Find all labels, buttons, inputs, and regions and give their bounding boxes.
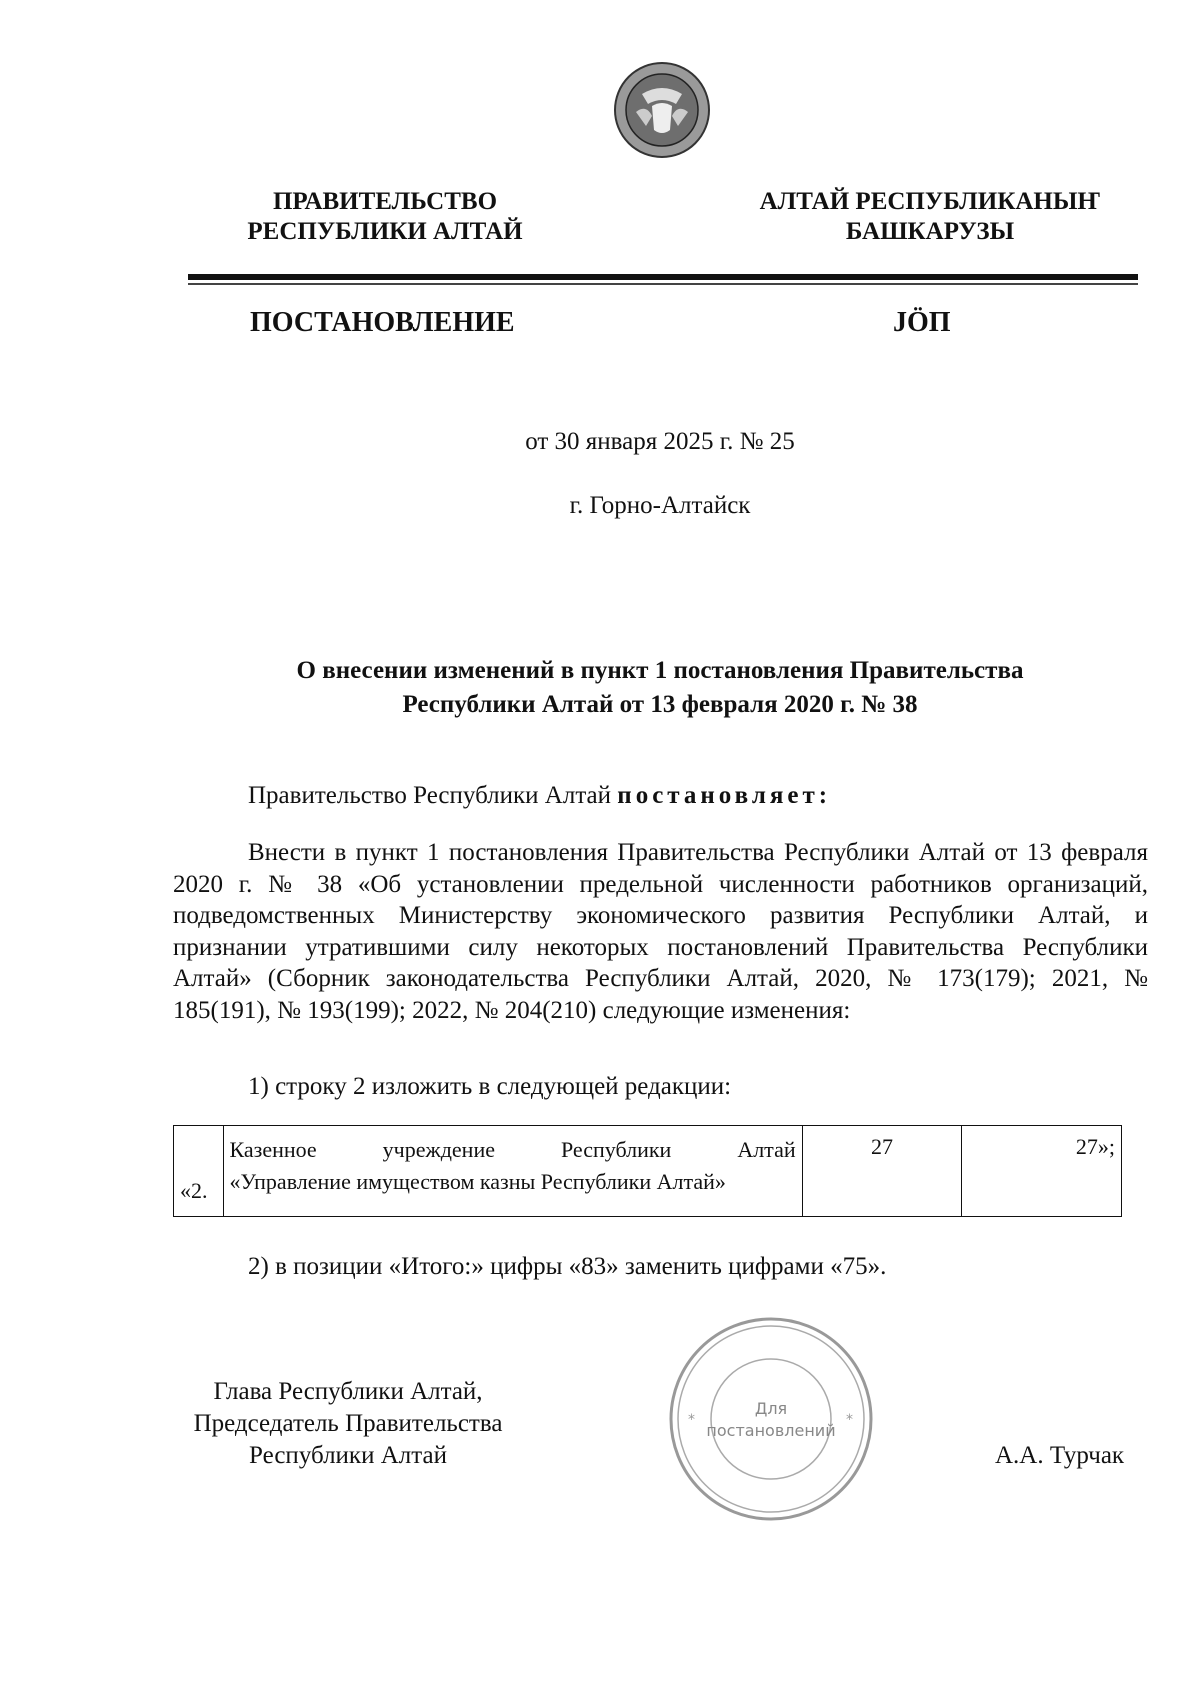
main-paragraph: Внести в пункт 1 постановления Правительства Республики Алтай от 13 февраля 2020 г. № 38 «Об установлении предельной численности работников организаций, подведомственных Министерству экономического развития Республики Алтай, и признании утратившими силу некоторых постановлений Правительства Республики Алтай» (Сборник законодательства Республики Алтай, 2020, № 173(179); 2021, № 185(191), № 193(199); 2022, № 204(210) следующие изменения: (173, 839, 1148, 1024)
document-type: ПОСТАНОВЛЕНИЕ (250, 307, 515, 338)
list-item-1: 1) строку 2 изложить в следующей редакции: (248, 1073, 732, 1100)
header-right (735, 187, 1125, 247)
title-line1: О внесении изменений в пункт 1 постановления Правительства (296, 657, 1024, 684)
table-cell-number: «2. (174, 1126, 224, 1217)
header-left-line1: ПРАВИТЕЛЬСТВО (272, 188, 498, 215)
table-cell-value1: 27 (802, 1126, 962, 1217)
header-divider-thin (188, 283, 1138, 285)
list-item-2: 2) в позиции «Итого:» цифры «83» заменить цифрами «75». (248, 1253, 887, 1280)
table-row (174, 1126, 1122, 1217)
preamble (248, 782, 831, 810)
official-stamp (666, 1314, 876, 1524)
preamble-text: Правительство Республики Алтай (248, 782, 618, 809)
table-cell-name-line2: «Управление имуществом казны Республики Алтай» (229, 1169, 726, 1194)
table-cell-value2: 27»; (962, 1126, 1122, 1217)
document-type-altai: JÖП (893, 307, 951, 338)
preamble-decree-word: постановляет: (617, 782, 832, 809)
header-left (220, 187, 550, 247)
coat-of-arms-emblem (612, 60, 712, 160)
title-line2: Республики Алтай от 13 февраля 2020 г. № 38 (402, 691, 918, 718)
document-place: г. Горно-Алтайск (569, 492, 751, 519)
signature-position (158, 1376, 538, 1472)
svg-text:*: * (846, 1412, 853, 1428)
header-divider (188, 274, 1138, 280)
table-cell-name-line1: Казенное учреждение Республики Алтай (229, 1137, 796, 1162)
stamp-center-line1: Для (754, 1399, 788, 1418)
amendment-table (173, 1125, 1122, 1217)
signature-line1: Глава Республики Алтай, (213, 1378, 483, 1405)
table-cell-name (223, 1126, 802, 1217)
header-right-line1: АЛТАЙ РЕСПУБЛИКАНЫҤ (759, 188, 1101, 215)
header-left-line2: РЕСПУБЛИКИ АЛТАЙ (247, 218, 523, 245)
document-title (60, 654, 1200, 722)
document-date-number: от 30 января 2025 г. № 25 (525, 428, 795, 455)
signer-name: А.А. Турчак (995, 1442, 1125, 1469)
stamp-center-line2: постановлений (706, 1421, 836, 1440)
signature-line3: Республики Алтай (249, 1442, 447, 1469)
header-right-line2: БАШКАРУЗЫ (845, 218, 1015, 245)
signature-line2: Председатель Правительства (193, 1410, 503, 1437)
svg-text:*: * (688, 1412, 695, 1428)
